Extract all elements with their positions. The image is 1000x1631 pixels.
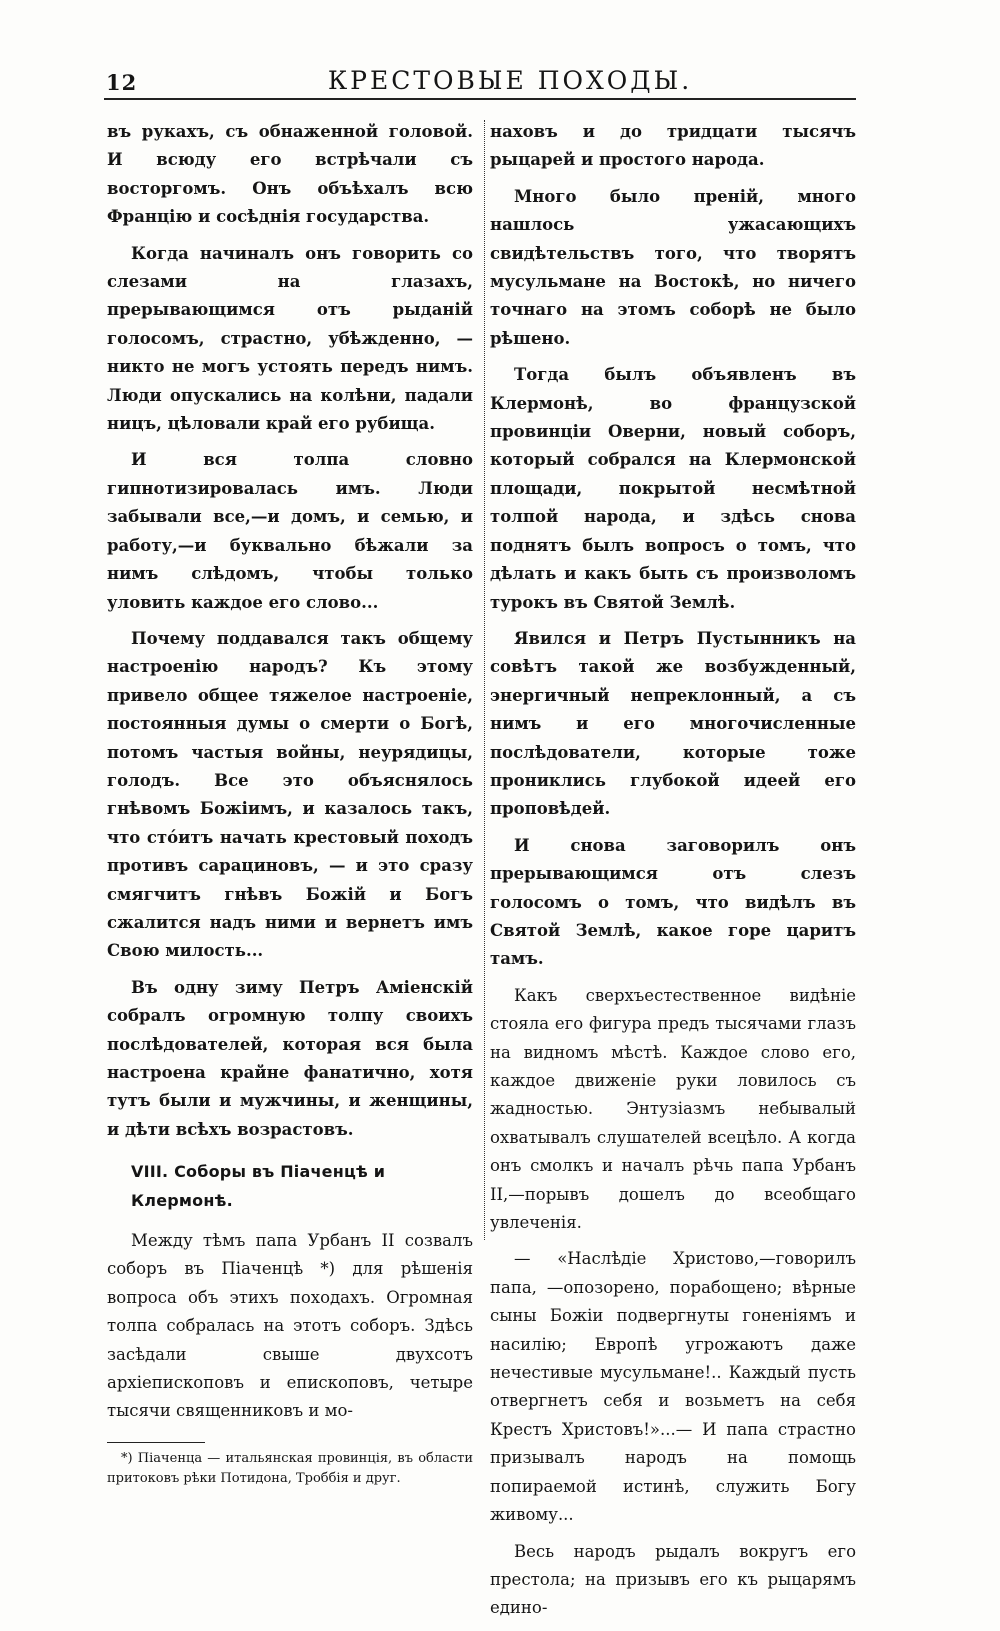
running-title: КРЕСТОВЫЕ ПОХОДЫ. <box>327 66 693 95</box>
paragraph: Тогда былъ объявленъ въ Клермонѣ, во французской провинціи Оверни, новый соборъ, который собрался на Клермонской площади, покрытой несмѣтной толпой народа, и здѣсь снова поднятъ былъ вопросъ о томъ, что дѣлать и какъ быть съ произволомъ турокъ въ Святой Землѣ. <box>490 365 856 612</box>
section-heading: VIII. Соборы въ Піаченцѣ и Клермонѣ. <box>131 1162 386 1210</box>
paragraph: Много было преній, много нашлось ужасающихъ свидѣтельствъ того, что творятъ мусульмане на Востокѣ, но ничего точнаго на этомъ соборѣ не было рѣшено. <box>490 186 856 348</box>
paragraph: Въ одну зиму Петръ Аміенскій собралъ огромную толпу своихъ послѣдователей, которая вся была настроена крайне фанатично, хотя тутъ были и мужчины, и женщины, и дѣти всѣхъ возрастовъ. <box>107 977 473 1139</box>
paragraph: Между тѣмъ папа Урбанъ II созвалъ соборъ въ Піаченцѣ *) для рѣшенія вопроса объ этихъ походахъ. Огромная толпа собралась на этотъ соборъ. Здѣсь засѣдали свыше двухсотъ архіепископовъ и епископовъ, четыре тысячи священниковъ и мо- <box>107 1231 473 1421</box>
left-column <box>107 118 473 1489</box>
page-number: 12 <box>106 70 138 95</box>
paragraph: Когда начиналъ онъ говорить со слезами на глазахъ, прерывающимся отъ рыданій голосомъ, страстно, убѣжденно, — никто не могъ устоять передъ нимъ. Люди опускались на колѣни, падали ницъ, цѣловали край его рубища. <box>107 243 473 434</box>
paragraph: наховъ и до тридцати тысячъ рыцарей и простого народа. <box>490 122 856 170</box>
paragraph: Почему поддавался такъ общему настроенію народъ? Къ этому привело общее тяжелое настроеніе, постоянныя думы о смерти о Богѣ, потомъ частыя войны, неурядицы, голодъ. Все это объяснялось гнѣвомъ Божіимъ, и казалось такъ, что стóитъ начать крестовый походъ противъ сарациновъ, — и это сразу смягчитъ гнѣвъ Божій и Богъ сжалится надъ ними и вернетъ имъ Свою милость... <box>107 628 473 961</box>
paragraph: Весь народъ рыдалъ вокругъ его престола; на призывъ его къ рыцарямъ едино- <box>490 1541 856 1618</box>
column-divider <box>484 120 485 1240</box>
footnote: *) Піаченца — итальянская провинція, въ области притоковъ рѣки Потидона, Троббія и друг. <box>107 1450 473 1486</box>
paragraph: Какъ сверхъестественное видѣніе стояла его фигура предъ тысячами глазъ на видномъ мѣстѣ. Каждое слово его, каждое движеніе руки ловилось съ жадностью. Энтузіазмъ небывалый охватывалъ слушателей всецѣло. А когда онъ смолкъ и началъ рѣчь папа Урбанъ II,—порывъ дошелъ до всеобщаго увлеченія. <box>490 985 856 1233</box>
right-column <box>490 118 856 1631</box>
paragraph: въ рукахъ, съ обнаженной головой. И всюду его встрѣчали съ восторгомъ. Онъ объѣхалъ всю Францію и сосѣднія государства. <box>107 122 473 227</box>
footnote-rule <box>107 1442 205 1443</box>
paragraph: И снова заговорилъ онъ прерывающимся отъ слезъ голосомъ о томъ, что видѣлъ въ Святой Землѣ, какое горе царитъ тамъ. <box>490 835 856 969</box>
paragraph: Явился и Петръ Пустынникъ на совѣтъ такой же возбужденный, энергичный непреклонный, а съ нимъ и его многочисленные послѣдователи, которые тоже прониклись глубокой идеей его проповѣдей. <box>490 628 856 819</box>
paragraph: — «Наслѣдіе Христово,—говорилъ папа, —опозорено, порабощено; вѣрные сыны Божіи подвергнуты гоненіямъ и насилію; Европѣ угрожаютъ даже нечестивые мусульмане!.. Каждый пусть отвергнетъ себя и возьметъ на себя Крестъ Христовъ!»...— И папа страстно призывалъ народъ на помощь попираемой истинѣ, служить Богу живому... <box>490 1249 856 1525</box>
header-rule <box>104 98 856 100</box>
paragraph: И вся толпа словно гипнотизировалась имъ. Люди забывали все,—и домъ, и семью, и работу,—и буквально бѣжали за нимъ слѣдомъ, чтобы только уловить каждое его слово... <box>107 450 473 612</box>
